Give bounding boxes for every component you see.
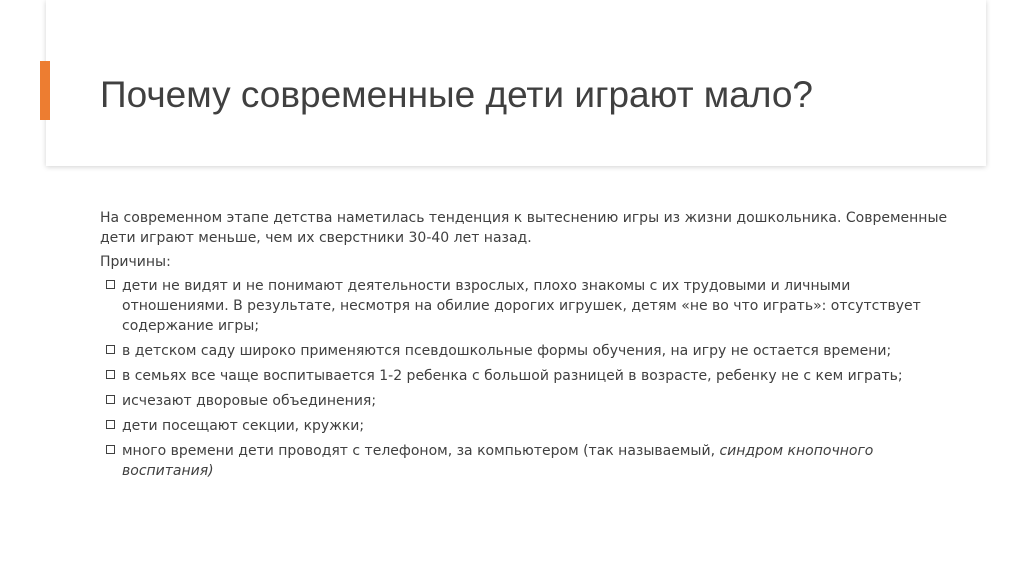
list-item-text: много времени дети проводят с телефоном, за компьютером (так называемый, — [122, 443, 720, 459]
list-item-text: исчезают дворовые объединения; — [122, 393, 377, 409]
list-item-text: в семьях все чаще воспитывается 1-2 ребенка с большой разницей в возрасте, ребенку не с кем играть; — [122, 368, 903, 384]
accent-bar — [40, 61, 50, 120]
slide-body — [100, 208, 960, 486]
hollow-square-icon — [106, 280, 115, 289]
list-item — [100, 391, 960, 411]
reasons-heading: Причины: — [100, 254, 171, 270]
hollow-square-icon — [106, 395, 115, 404]
list-item — [100, 366, 960, 386]
list-item — [100, 276, 960, 336]
hollow-square-icon — [106, 345, 115, 354]
hollow-square-icon — [106, 420, 115, 429]
list-item-text: в детском саду широко применяются псевдошкольные формы обучения, на игру не остается времени; — [122, 343, 892, 359]
list-item — [100, 341, 960, 361]
list-item-text: дети посещают секции, кружки; — [122, 418, 365, 434]
list-item — [100, 441, 960, 481]
hollow-square-icon — [106, 445, 115, 454]
slide-title: Почему современные дети играют мало? — [100, 74, 813, 115]
hollow-square-icon — [106, 370, 115, 379]
list-item — [100, 416, 960, 436]
intro-paragraph: На современном этапе детства наметилась тенденция к вытеснению игры из жизни дошкольника. Современные дети играют меньше, чем их сверстники 30-40 лет назад. — [100, 210, 948, 246]
list-item-italic-text: синдром кнопочного воспитания) — [122, 443, 874, 479]
reasons-list — [100, 276, 960, 481]
list-item-text: дети не видят и не понимают деятельности взрослых, плохо знакомы с их трудовыми и личными отношениями. В результате, несмотря на обилие дорогих игрушек, детям «не во что играть»: отсутствует содержание игры; — [122, 278, 921, 334]
